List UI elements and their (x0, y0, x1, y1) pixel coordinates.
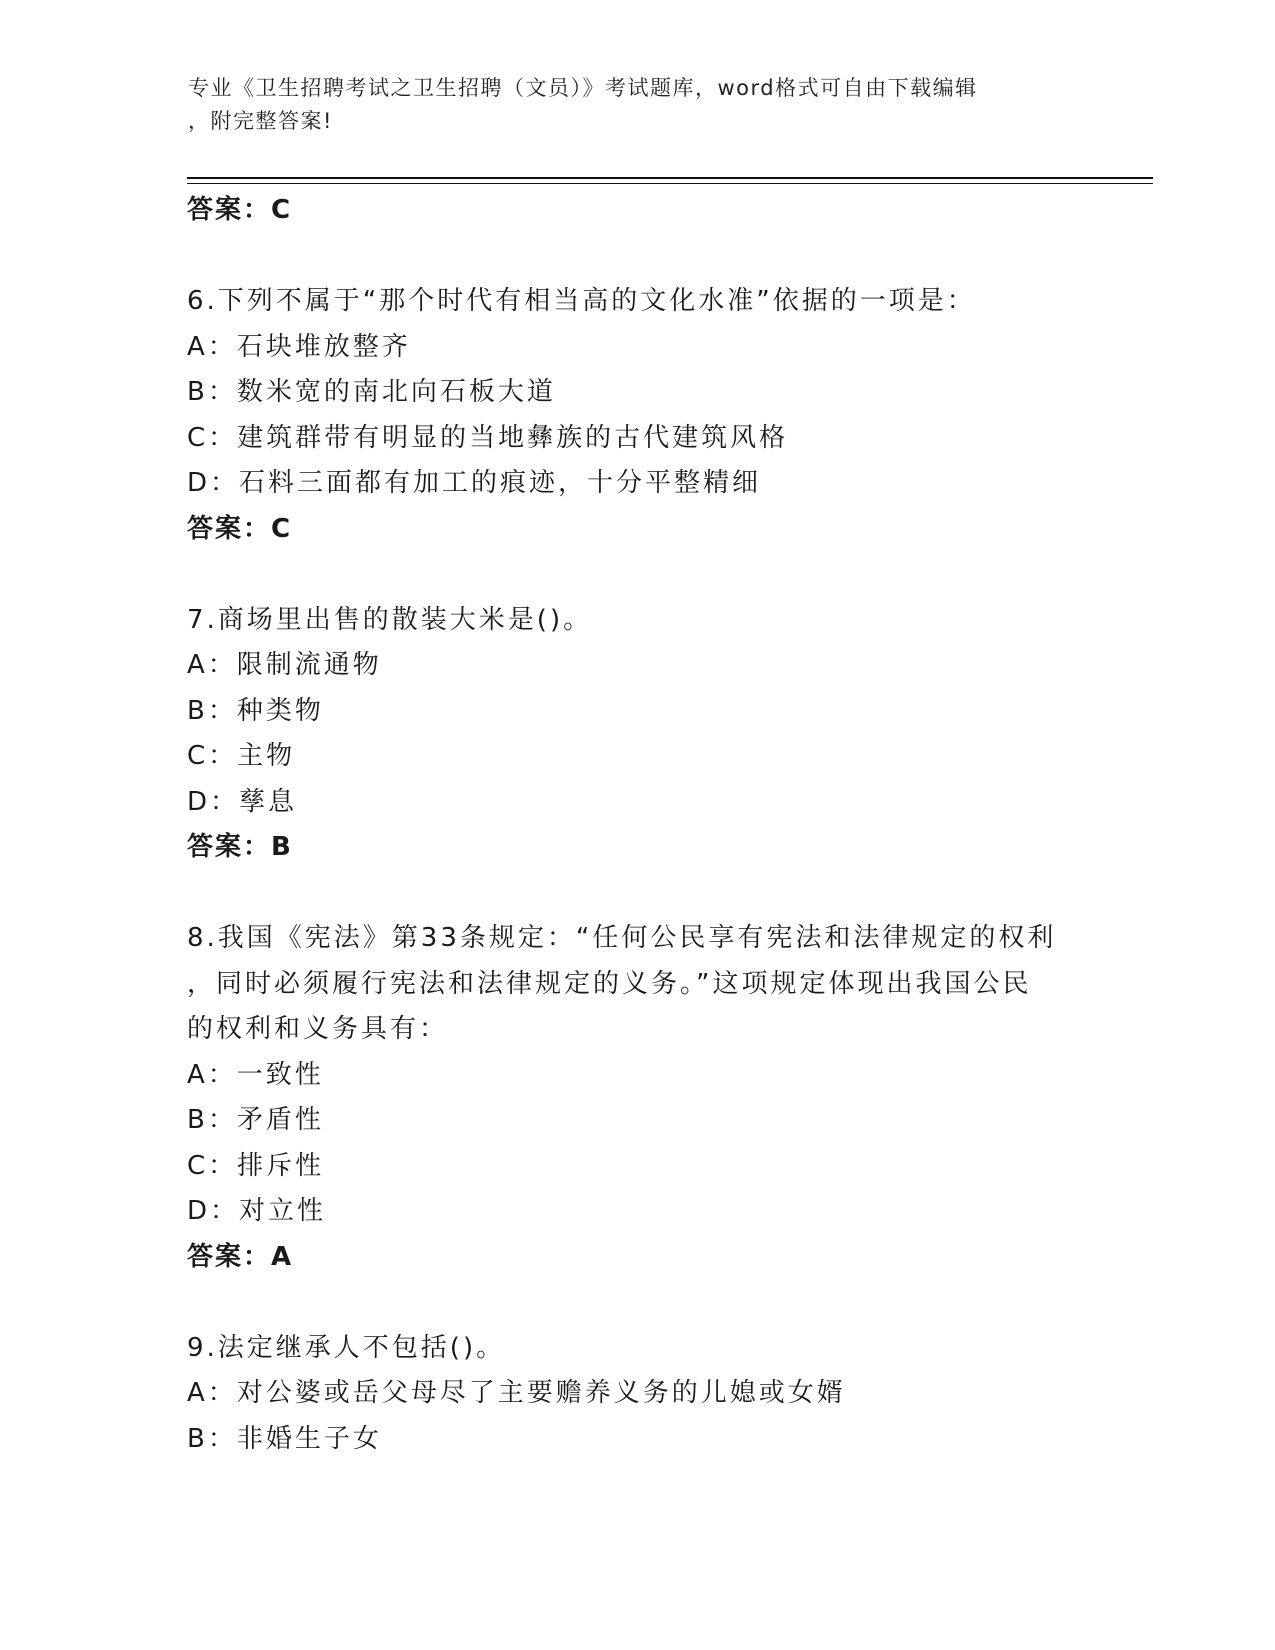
question-stem: 8.我国《宪法》第33条规定：“任何公民享有宪法和法律规定的权利 (187, 923, 1057, 953)
answer-line: 答案：C (187, 195, 293, 225)
spacer (187, 1280, 1087, 1326)
question-stem-continued: ，同时必须履行宪法和法律规定的义务。”这项规定体现出我国公民 (187, 968, 1032, 999)
header-line-1: 专业《卫生招聘考试之卫生招聘（文员）》考试题库，word格式可自由下载编辑 (188, 76, 978, 100)
question-block (187, 598, 1087, 871)
option-d: D：孳息 (187, 786, 298, 817)
header-line-2: ，附完整答案! (188, 109, 333, 133)
header-divider-thick (187, 177, 1153, 179)
question-stem-continued: 的权利和义务具有： (187, 1014, 449, 1044)
option-b: B：种类物 (187, 695, 324, 726)
option-b: B：矛盾性 (187, 1105, 324, 1135)
question-stem: 7.商场里出售的散装大米是()。 (187, 604, 593, 635)
option-d: D：对立性 (187, 1196, 327, 1226)
spacer (187, 871, 1087, 917)
option-a: A：一致性 (187, 1059, 324, 1090)
option-b: B：非婚生子女 (187, 1423, 382, 1454)
question-stem: 6.下列不属于“那个时代有相当高的文化水准”依据的一项是： (187, 286, 976, 316)
question-block (187, 279, 1087, 552)
question-block (187, 916, 1087, 1280)
answer-line: 答案：B (187, 832, 293, 862)
option-b: B：数米宽的南北向石板大道 (187, 377, 556, 407)
document-header (188, 72, 1068, 138)
question-block (187, 1326, 1087, 1463)
answer-line: 答案：C (187, 513, 293, 544)
option-a: A：石块堆放整齐 (187, 331, 411, 362)
header-divider-thin (187, 183, 1153, 184)
spacer (187, 234, 1087, 280)
question-body (187, 188, 1087, 1462)
option-d: D：石料三面都有加工的痕迹，十分平整精细 (187, 468, 762, 498)
option-c: C：排斥性 (187, 1150, 325, 1181)
option-c: C：主物 (187, 741, 296, 771)
spacer (187, 552, 1087, 598)
option-a: A：限制流通物 (187, 650, 382, 680)
answer-line: 答案：A (187, 1241, 294, 1272)
option-c: C：建筑群带有明显的当地彝族的古代建筑风格 (187, 422, 789, 453)
question-stem: 9.法定继承人不包括()。 (187, 1332, 506, 1363)
option-a: A：对公婆或岳父母尽了主要赡养义务的儿媳或女婿 (187, 1378, 846, 1408)
